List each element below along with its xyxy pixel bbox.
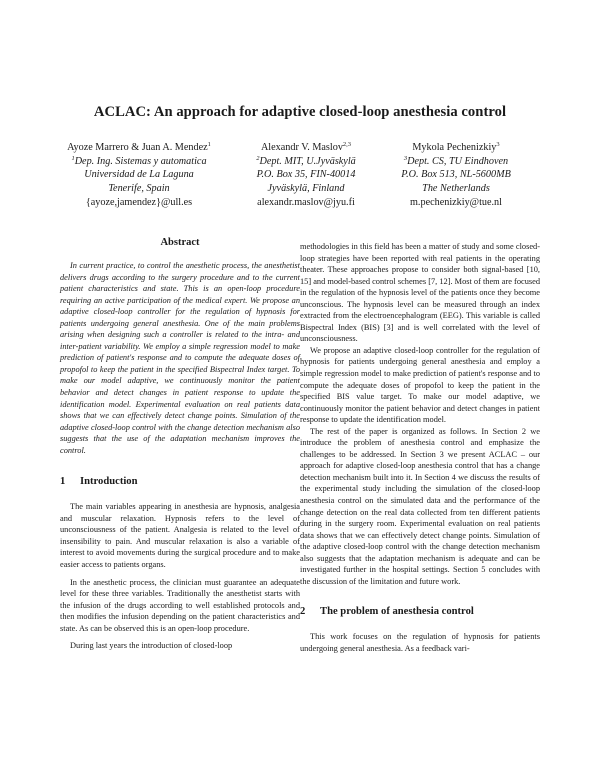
- section-1-paragraph: During last years the introduction of closed-loop: [70, 641, 233, 651]
- section-1-paragraph: In the anesthetic process, the clinician must guarantee an adequate level for these three variables. Traditionally the anesthetist starts with the infusion of the drugs according to well established protocols and then modifies the infusion depending on the patient characteristics and state. As can be observed this is an open-loop procedure.: [60, 577, 300, 633]
- author-block-2: [246, 141, 366, 210]
- author-affiliation-line2: Universidad de La Laguna: [84, 169, 194, 181]
- author-affiliation-line3: Tenerife, Spain: [108, 183, 170, 195]
- section-2-paragraph: This work focuses on the regulation of hypnosis for patients undergoing general anesthesia. As a feedback vari-: [300, 632, 540, 653]
- author-affiliation-line2: P.O. Box 513, NL-5600MB: [401, 169, 511, 181]
- author-affiliation: $^2$Dept. MIT, U.Jyväskylä: [256, 154, 356, 167]
- author-affiliation-line3: The Netherlands: [422, 183, 490, 195]
- author-email: {ayoze,jamendez}@ull.es: [85, 196, 193, 208]
- author-affiliation-line2: P.O. Box 35, FIN-40014: [256, 169, 356, 181]
- section-1-heading: 1 Introduction: [60, 476, 138, 488]
- author-name: Ayoze Marrero & Juan A. Mendez$^1$: [67, 141, 211, 153]
- author-email: m.pechenizkiy@tue.nl: [410, 196, 502, 208]
- abstract-text: In current practice, to control the anesthetic process, the anesthetist delivers drugs according to the surgery procedure and to the current patient characteristics and state. This is an open-loop procedure requiring an active participation of the medical expert. We propose an adaptive closed-loop controller for the regulation of hypnosis for patients undergoing general anesthesia. One of the main problems arising when designing such a controller is related to the intra- and inter-patient variability. We employ a simple regression model to make prediction of patient's response and to compute the adequate doses of propofol to keep the patient in the specified Bispectral Index target. To make our model adaptive, we continuously monitor the patient behavior and detect changes in patient response to update the identification model. Experimental evaluation on real patients data shows that we can effectively detect change points. Simulation of the adaptive closed-loop control with the change detection mechanism also suggests that the use of the adaptation mechanism improves the control.: [60, 261, 300, 455]
- paper-title: ACLAC: An approach for adaptive closed-loop anesthesia control: [93, 104, 507, 120]
- author-affiliation: $^3$Dept. CS, TU Eindhoven: [403, 154, 509, 167]
- body-paragraph: The rest of the paper is organized as follows. In Section 2 we introduce the problem of anesthesia control and emphasize the challenges to be addressed. In Section 3 we present ACLAC – our approach for adaptive closed-loop anesthesia control that has a change detection mechanism built into it. In Section 4 we discuss the results of the experimental study including the simulation of the closed-loop anesthesia control on the simulated data and the performance of the change detection on the real data collected from ten different patients during in the surgery room. Experimental evaluation on real patients data shows that we can effectively detect change points. Simulation of the adaptive closed-loop control with the change detection mechanism also suggests that the adaptation mechanism is adequate and can be investigated further in the hospital settings. Section 5 concludes with the discussion of the limitation and future work.: [300, 426, 540, 586]
- author-block-1: [60, 141, 218, 210]
- author-email: alexandr.maslov@jyu.fi: [257, 196, 355, 208]
- author-affiliation: $^1$Dep. Ing. Sistemas y automatica: [71, 154, 207, 167]
- body-paragraph: We propose an adaptive closed-loop controller for the regulation of hypnosis for patients undergoing general anesthesia and employ a simple regression model to make prediction of patient's response and to compute the adequate doses of propofol to keep the patient in the specified BIS value target. To make our model adaptive, we continuously monitor the patient behavior and detect changes in patient response to update the identification model.: [300, 345, 540, 425]
- left-column: [60, 236, 300, 652]
- author-name: Mykola Pechenizkiy$^3$: [412, 141, 500, 153]
- author-block-3: [392, 141, 520, 210]
- section-2-heading: 2 The problem of anesthesia control: [300, 606, 474, 618]
- right-column: [300, 241, 540, 655]
- section-1-paragraph: The main variables appearing in anesthesia are hypnosis, analgesia and muscular relaxation. Hypnosis refers to the level of unconsciousness of the patient. Analgesia is related to the level of insensibility to pain. And muscular relaxation is also a variable of interest to avoid movements during the surgical procedure and to make easier access to patients organs.: [60, 502, 300, 570]
- body-paragraph: methodologies in this field has been a matter of study and some closed-loop strategies have been reported with real patients in the operating theater. These approaches propose to consider both signal-based [10, 15] and model-based control schemes [7, 12]. Most of them are focused in the regulation of the hypnosis level of the patients once they become unconscious. The hypnosis level can be measured through an index extracted from the electroencephalogram (EEG). This variable is called Bispectral Index (BIS) [3] and is well correlated with the level of unconsciousness.: [300, 242, 540, 344]
- author-affiliation-line3: Jyväskylä, Finland: [267, 183, 345, 195]
- abstract-heading: Abstract: [160, 237, 200, 248]
- author-name: Alexandr V. Maslov$^{2,3}$: [260, 141, 352, 153]
